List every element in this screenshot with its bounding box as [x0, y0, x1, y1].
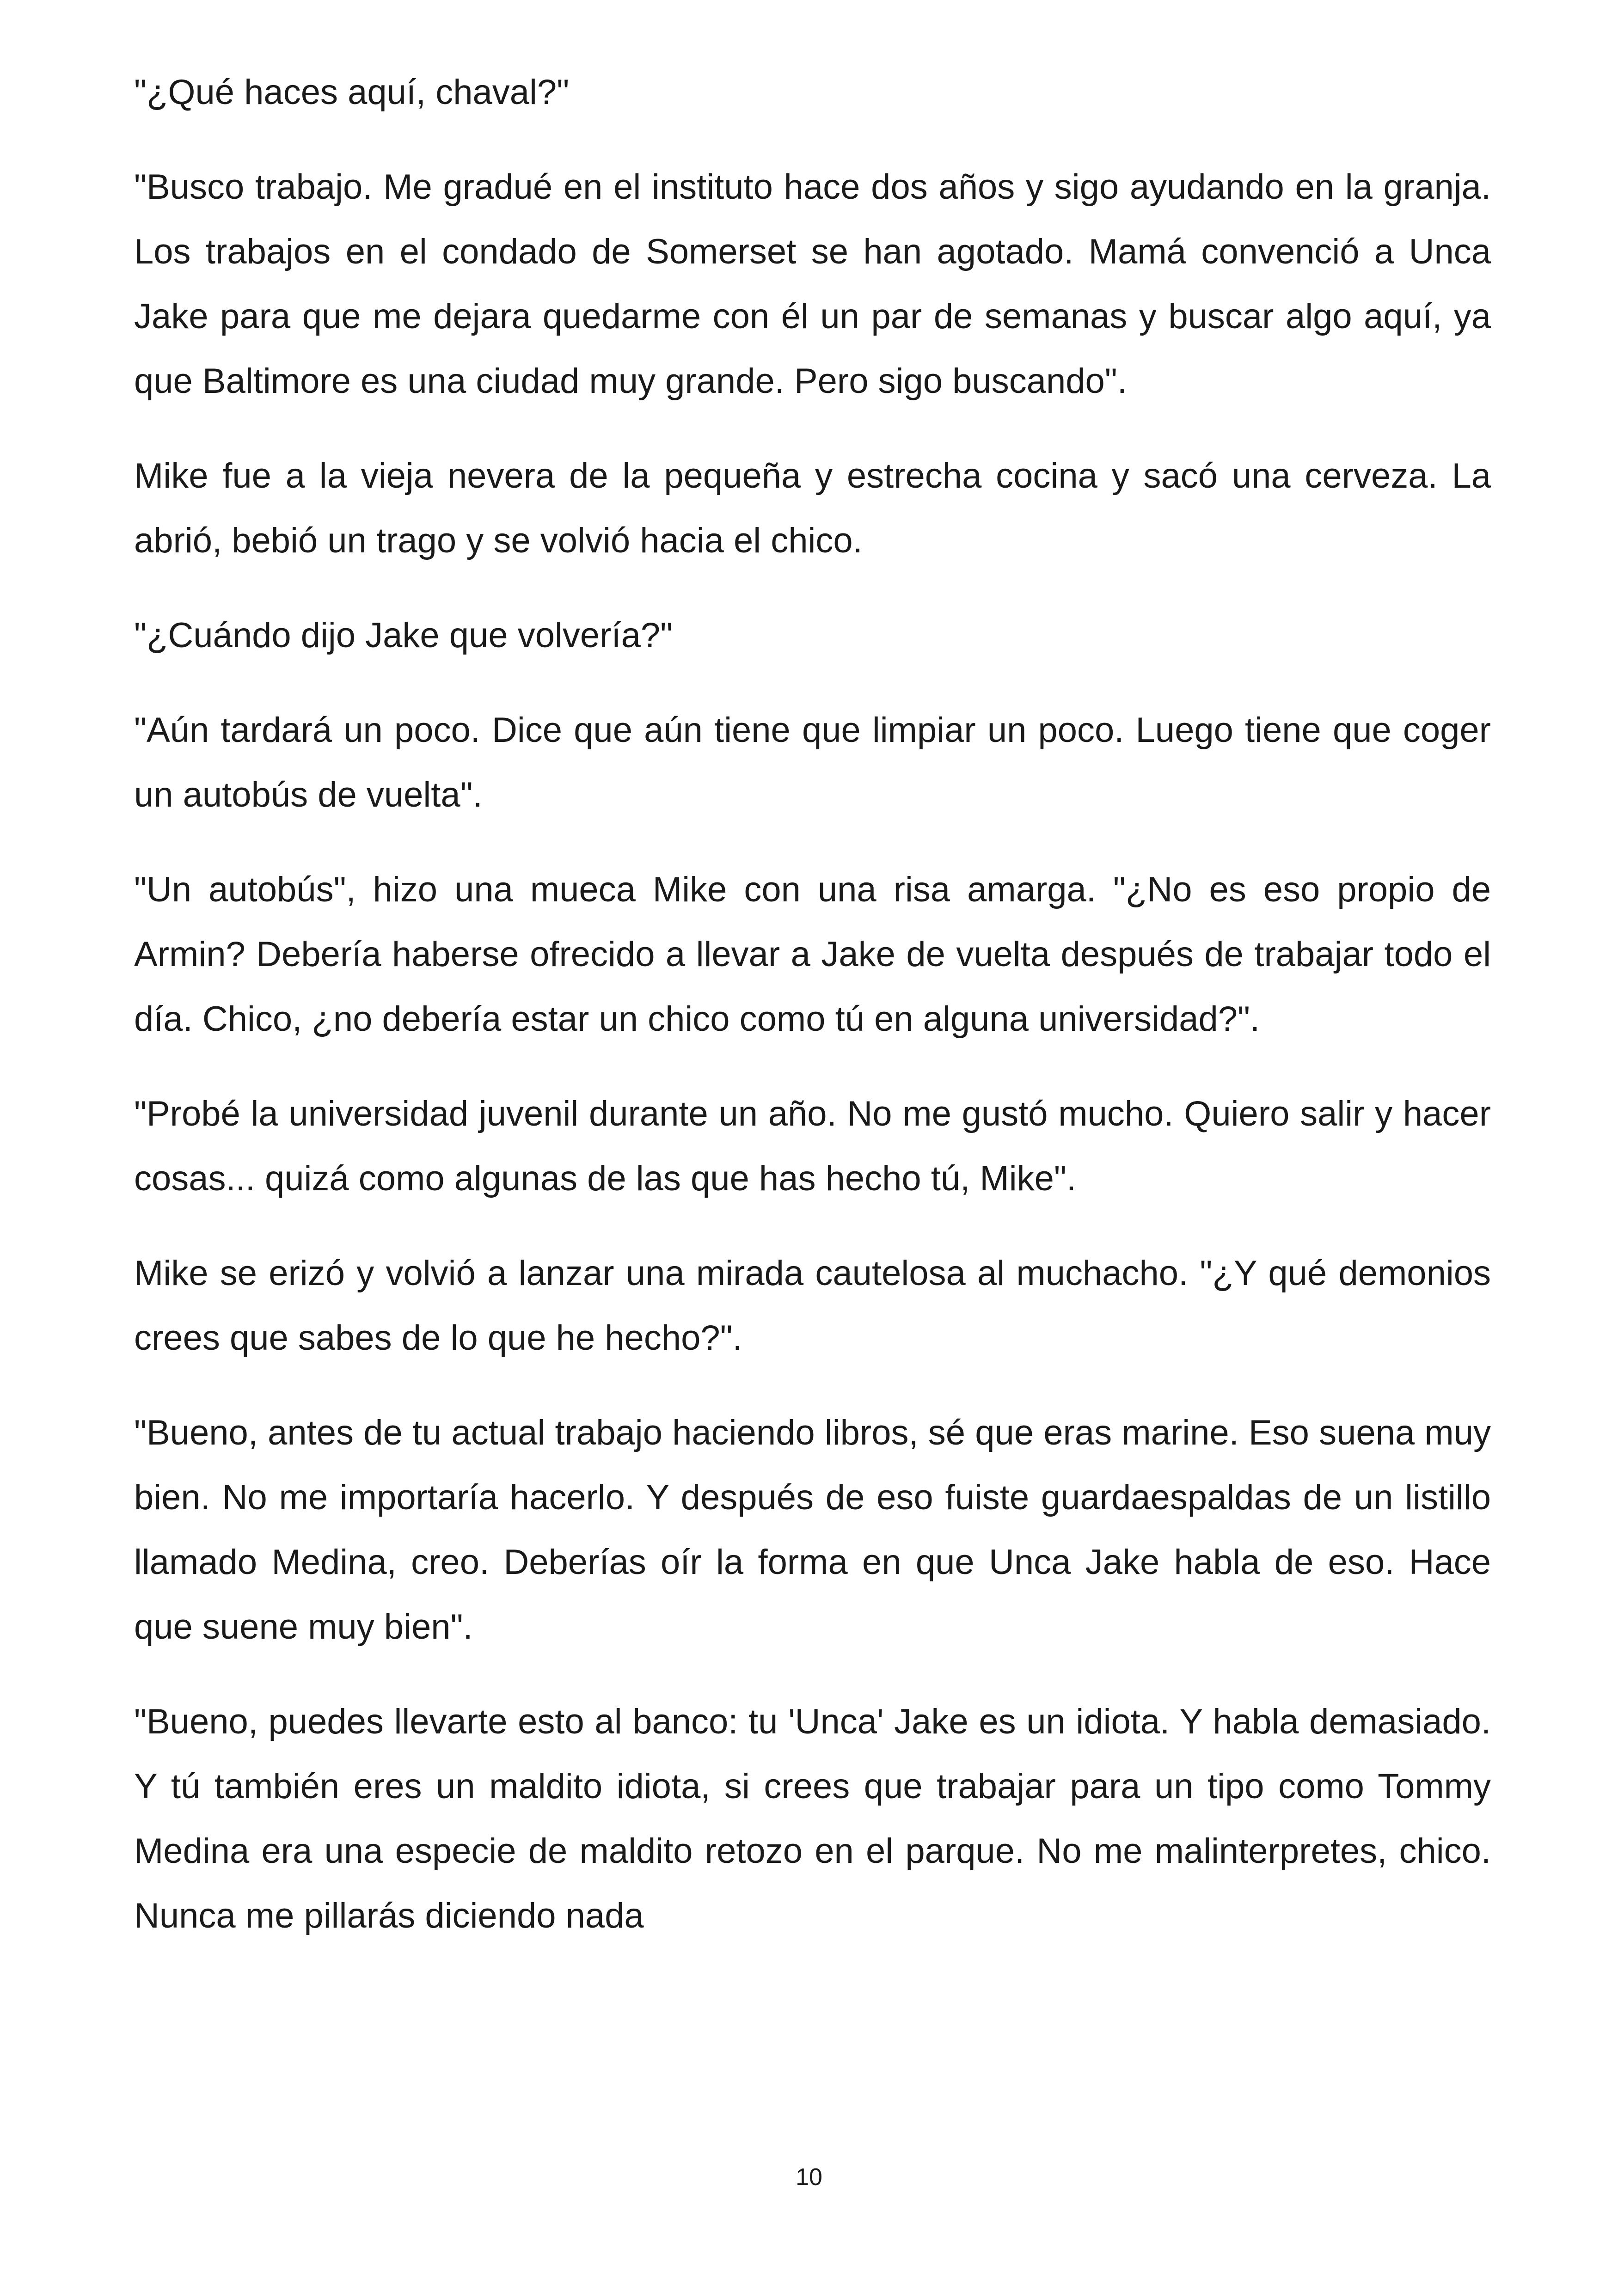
paragraph-2: "Busco trabajo. Me gradué en el instituto hace dos años y sigo ayudando en la granja. Los trabajos en el condado de Somerset se han agotado. Mamá convenció a Unca Jake para que me dejara quedarme con él un par de semanas y buscar algo aquí, ya que Baltimore es una ciudad muy grande. Pero sigo buscando". [134, 167, 1491, 401]
paragraph-4: "¿Cuándo dijo Jake que volvería?" [134, 616, 673, 655]
paragraph-3: Mike fue a la vieja nevera de la pequeña y estrecha cocina y sacó una cerveza. La abrió, bebió un trago y se volvió hacia el chico. [134, 456, 1491, 560]
paragraph-5: "Aún tardará un poco. Dice que aún tiene que limpiar un poco. Luego tiene que coger un autobús de vuelta". [134, 710, 1491, 814]
paragraph-10: "Bueno, puedes llevarte esto al banco: tu 'Unca' Jake es un idiota. Y habla demasiado. Y tú también eres un maldito idiota, si crees que trabajar para un tipo como Tommy Medina era una especie de maldito retozo en el parque. No me malinterpretes, chico. Nunca me pillarás diciendo nada [134, 1702, 1491, 1935]
paragraph-8: Mike se erizó y volvió a lanzar una mirada cautelosa al muchacho. "¿Y qué demonios crees que sabes de lo que he hecho?". [134, 1254, 1491, 1358]
paragraph-7: "Probé la universidad juvenil durante un año. No me gustó mucho. Quiero salir y hacer cosas... quizá como algunas de las que has hecho tú, Mike". [134, 1094, 1491, 1198]
paragraph-1: "¿Qué haces aquí, chaval?" [134, 73, 570, 112]
page-number: 10 [796, 2164, 822, 2191]
body-text [134, 60, 1491, 1978]
paragraph-6: "Un autobús", hizo una mueca Mike con una risa amarga. "¿No es eso propio de Armin? Debería haberse ofrecido a llevar a Jake de vuelta después de trabajar todo el día. Chico, ¿no debería estar un chico como tú en alguna universidad?". [134, 870, 1491, 1039]
paragraph-9: "Bueno, antes de tu actual trabajo haciendo libros, sé que eras marine. Eso suena muy bien. No me importaría hacerlo. Y después de eso fuiste guardaespaldas de un listillo llamado Medina, creo. Deberías oír la forma en que Unca Jake habla de eso. Hace que suene muy bien". [134, 1413, 1491, 1647]
